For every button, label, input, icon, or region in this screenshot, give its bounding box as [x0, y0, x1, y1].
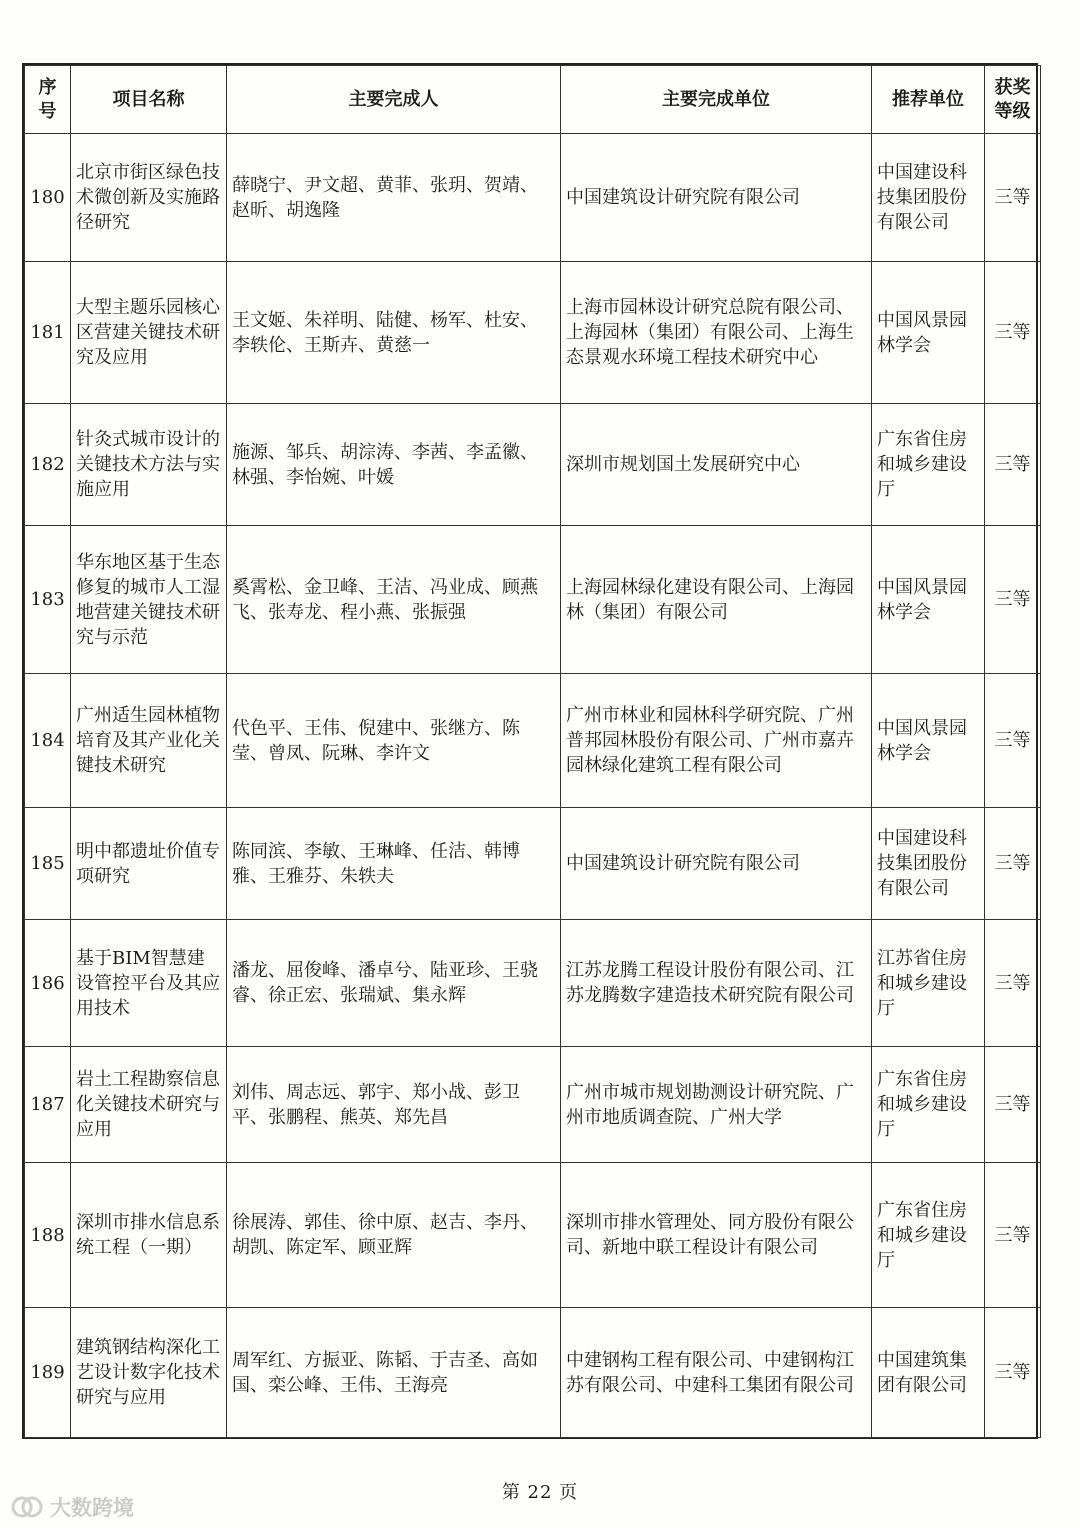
row-no: 183: [25, 526, 71, 674]
table-row: [25, 526, 1041, 674]
row-main-units: 中国建筑设计研究院有限公司: [561, 808, 872, 920]
row-no: 188: [25, 1163, 71, 1308]
row-main-units: 中建钢构工程有限公司、中建钢构江苏有限公司、中建科工集团有限公司: [561, 1308, 872, 1438]
row-grade: 三等: [985, 134, 1041, 262]
awards-table-frame: [22, 63, 1038, 1439]
row-grade: 三等: [985, 262, 1041, 404]
awards-table: [24, 65, 1041, 1438]
row-main-units: 上海市园林设计研究总院有限公司、上海园林（集团）有限公司、上海生态景观水环境工程技术研究中心: [561, 262, 872, 404]
page-number: 第 22 页: [501, 1482, 579, 1503]
row-no: 185: [25, 808, 71, 920]
row-main-units: 广州市城市规划勘测设计研究院、广州市地质调查院、广州大学: [561, 1047, 872, 1163]
row-recommender: 中国建设科技集团股份有限公司: [872, 808, 985, 920]
row-grade: 三等: [985, 1163, 1041, 1308]
row-recommender: 中国风景园林学会: [872, 526, 985, 674]
row-no: 189: [25, 1308, 71, 1438]
row-project-name: 针灸式城市设计的关键技术方法与实施应用: [71, 404, 227, 526]
header-recommender: 推荐单位: [872, 66, 985, 134]
table-row: [25, 1163, 1041, 1308]
watermark-logo-icon: [10, 1494, 44, 1520]
row-grade: 三等: [985, 526, 1041, 674]
table-row: [25, 808, 1041, 920]
table-row: [25, 674, 1041, 808]
header-main-people: 主要完成人: [227, 66, 561, 134]
row-main-people: 潘龙、屈俊峰、潘卓兮、陆亚珍、王骁睿、徐正宏、张瑞斌、集永辉: [227, 920, 561, 1047]
row-recommender: 中国建筑集团有限公司: [872, 1308, 985, 1438]
table-row: [25, 262, 1041, 404]
row-main-units: 深圳市规划国土发展研究中心: [561, 404, 872, 526]
row-recommender: 江苏省住房和城乡建设厅: [872, 920, 985, 1047]
row-no: 186: [25, 920, 71, 1047]
row-project-name: 北京市街区绿色技术微创新及实施路径研究: [71, 134, 227, 262]
row-main-people: 刘伟、周志远、郭宇、郑小战、彭卫平、张鹏程、熊英、郑先昌: [227, 1047, 561, 1163]
row-main-units: 中国建筑设计研究院有限公司: [561, 134, 872, 262]
row-grade: 三等: [985, 1308, 1041, 1438]
row-project-name: 明中都遗址价值专项研究: [71, 808, 227, 920]
row-main-people: 周军红、方振亚、陈韬、于吉圣、高如国、栾公峰、王伟、王海亮: [227, 1308, 561, 1438]
row-recommender: 广东省住房和城乡建设厅: [872, 1047, 985, 1163]
row-no: 182: [25, 404, 71, 526]
row-project-name: 岩土工程勘察信息化关键技术研究与应用: [71, 1047, 227, 1163]
row-main-people: 代色平、王伟、倪建中、张继方、陈莹、曾凤、阮琳、李许文: [227, 674, 561, 808]
header-project-name: 项目名称: [71, 66, 227, 134]
row-project-name: 基于BIM智慧建设管控平台及其应用技术: [71, 920, 227, 1047]
row-no: 184: [25, 674, 71, 808]
row-project-name: 广州适生园林植物培育及其产业化关键技术研究: [71, 674, 227, 808]
row-grade: 三等: [985, 404, 1041, 526]
row-main-people: 施源、邹兵、胡淙涛、李茜、李孟徽、林强、李怡婉、叶媛: [227, 404, 561, 526]
row-grade: 三等: [985, 920, 1041, 1047]
row-grade: 三等: [985, 808, 1041, 920]
header-grade: 获奖等级: [985, 66, 1041, 134]
watermark-text: 大数跨境: [50, 1496, 134, 1520]
table-header-row: [25, 66, 1041, 134]
table-row: [25, 1308, 1041, 1438]
row-main-units: 上海园林绿化建设有限公司、上海园林（集团）有限公司: [561, 526, 872, 674]
row-main-units: 广州市林业和园林科学研究院、广州普邦园林股份有限公司、广州市嘉卉园林绿化建筑工程有限公司: [561, 674, 872, 808]
header-no: 序号: [25, 66, 71, 134]
watermark: [10, 1492, 134, 1522]
row-main-people: 陈同滨、李敏、王琳峰、任洁、韩博雅、王雅芬、朱轶夫: [227, 808, 561, 920]
row-recommender: 广东省住房和城乡建设厅: [872, 1163, 985, 1308]
header-main-units: 主要完成单位: [561, 66, 872, 134]
row-project-name: 华东地区基于生态修复的城市人工湿地营建关键技术研究与示范: [71, 526, 227, 674]
row-main-units: 江苏龙腾工程设计股份有限公司、江苏龙腾数字建造技术研究院有限公司: [561, 920, 872, 1047]
row-recommender: 中国建设科技集团股份有限公司: [872, 134, 985, 262]
row-project-name: 大型主题乐园核心区营建关键技术研究及应用: [71, 262, 227, 404]
table-row: [25, 404, 1041, 526]
row-recommender: 广东省住房和城乡建设厅: [872, 404, 985, 526]
table-row: [25, 1047, 1041, 1163]
row-main-people: 奚霄松、金卫峰、王洁、冯业成、顾燕飞、张寿龙、程小燕、张振强: [227, 526, 561, 674]
row-main-people: 王文姬、朱祥明、陆健、杨军、杜安、李轶伦、王斯卉、黄慈一: [227, 262, 561, 404]
row-project-name: 深圳市排水信息系统工程（一期）: [71, 1163, 227, 1308]
row-recommender: 中国风景园林学会: [872, 674, 985, 808]
row-recommender: 中国风景园林学会: [872, 262, 985, 404]
row-grade: 三等: [985, 1047, 1041, 1163]
row-no: 181: [25, 262, 71, 404]
table-row: [25, 920, 1041, 1047]
row-main-people: 徐展涛、郭佳、徐中原、赵吉、李丹、胡凯、陈定军、顾亚辉: [227, 1163, 561, 1308]
row-grade: 三等: [985, 674, 1041, 808]
row-no: 180: [25, 134, 71, 262]
row-project-name: 建筑钢结构深化工艺设计数字化技术研究与应用: [71, 1308, 227, 1438]
table-row: [25, 134, 1041, 262]
row-main-units: 深圳市排水管理处、同方股份有限公司、新地中联工程设计有限公司: [561, 1163, 872, 1308]
row-main-people: 薛晓宁、尹文超、黄菲、张玥、贺靖、赵昕、胡逸隆: [227, 134, 561, 262]
row-no: 187: [25, 1047, 71, 1163]
